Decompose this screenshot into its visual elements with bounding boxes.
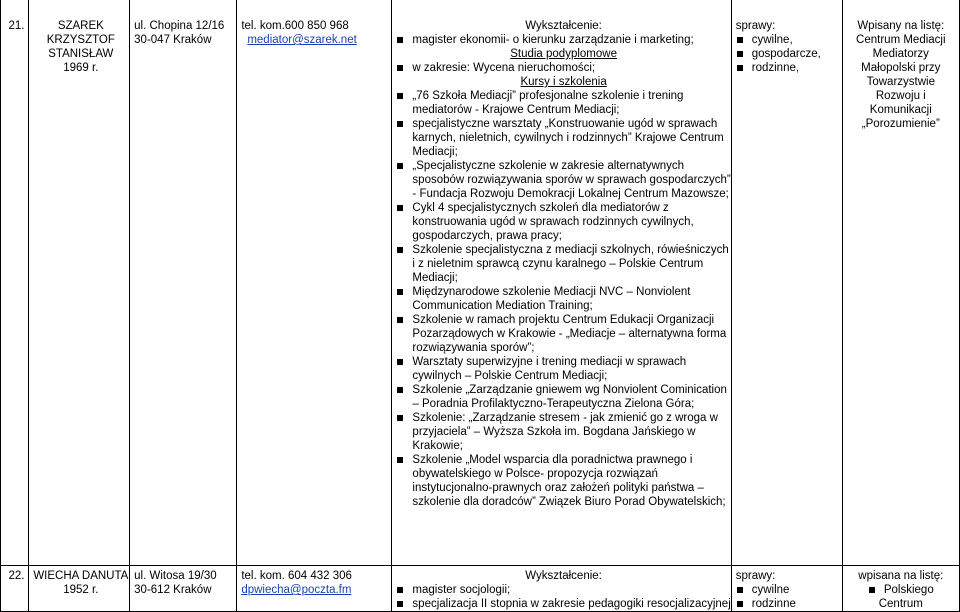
listing-heading: Wpisany na listę: bbox=[857, 20, 945, 32]
case-types-heading: sprawy: bbox=[735, 570, 776, 582]
case-type-item: rodzinne bbox=[736, 597, 842, 611]
entry-number: 21. bbox=[1, 0, 29, 566]
address-cell bbox=[130, 566, 237, 612]
course-item: Szkolenie „Zarządzanie gniewem wg Nonviolent Cominication – Poradnia Profilaktyczno-Terapeutyczna Zielona Góra; bbox=[396, 383, 730, 411]
qualifications-cell bbox=[392, 0, 731, 566]
mediator-name-cell bbox=[28, 0, 130, 566]
postal-address: 30-612 Kraków bbox=[134, 584, 212, 596]
postal-address: 30-047 Kraków bbox=[134, 34, 212, 46]
contact-cell bbox=[237, 0, 392, 566]
email-link[interactable]: mediator@szarek.net bbox=[247, 34, 357, 46]
listing-heading: wpisana na listę: bbox=[858, 570, 944, 582]
case-type-item: rodzinne, bbox=[736, 61, 842, 75]
education-item: magister ekonomii- o kierunku zarządzanie i marketing; bbox=[396, 33, 730, 47]
table-row bbox=[1, 566, 960, 612]
table-row bbox=[1, 0, 960, 566]
case-types-cell bbox=[731, 0, 842, 566]
listing-line: Komunikacji bbox=[869, 104, 932, 116]
course-item: Szkolenie „Model wsparcia dla poradnictwa prawnego i obywatelskiego w Polsce- propozycja rozwiązań instytucjonalno-prawnych oraz założeń polityki państwa – szkolenie dla doradców” Związek Biuro Porad Obywatelskich; bbox=[396, 453, 730, 509]
course-item: Szkolenie w ramach projektu Centrum Edukacji Organizacji Pozarządowych w Krakowie - „Mediacje – alternatywna forma rozwiązywania sporów”; bbox=[396, 313, 730, 355]
case-types-heading: sprawy: bbox=[735, 20, 776, 32]
course-item: Warsztaty superwizyjne i trening mediacji w sprawach cywilnych – Polskie Centrum Mediacji; bbox=[396, 355, 730, 383]
mediator-name-cell bbox=[28, 566, 130, 612]
course-item: Szkolenie: „Zarządzanie stresem - jak zmienić go z wroga w przyjaciela” – Wyższa Szkoła im. Bogdana Jańskiego w Krakowie; bbox=[396, 411, 730, 453]
course-item: „76 Szkoła Mediacji” profesjonalne szkolenie i trening mediatorów - Krajowe Centrum Mediacji; bbox=[396, 89, 730, 117]
street-address: ul. Witosa 19/30 bbox=[134, 570, 217, 582]
case-type-item: cywilne, bbox=[736, 33, 842, 47]
listing-line: Centrum Mediacji bbox=[856, 34, 946, 46]
course-item: Szkolenie specjalistyczna z mediacji szkolnych, rówieśniczych i z nieletnim sprawcą czynu karalnego – Polskie Centrum Mediacji; bbox=[396, 243, 730, 285]
street-address: ul. Chopina 12/16 bbox=[134, 20, 225, 32]
phone-number: tel. kom.600 850 968 bbox=[241, 20, 349, 32]
listing-line: Małopolski przy bbox=[861, 62, 941, 74]
education-item: specjalizacja II stopnia w zakresie pedagogiki resocjalizacyjnej bbox=[396, 597, 730, 611]
listing-line: Rozwoju i bbox=[875, 90, 926, 102]
listing-cell bbox=[842, 0, 959, 566]
listing-line: „Porozumienie” bbox=[861, 118, 940, 130]
education-item: magister socjologii; bbox=[396, 583, 730, 597]
course-item: Cykl 4 specjalistycznych szkoleń dla mediatorów z konstruowania ugód w sprawach rodzinnych cywilnych, gospodarczych, prawa pracy; bbox=[396, 201, 730, 243]
listing-line: Towarzystwie bbox=[866, 76, 935, 88]
education-item: w zakresie: Wycena nieruchomości; bbox=[396, 61, 730, 75]
course-item: specjalistyczne warsztaty „Konstruowanie ugód w sprawach karnych, nieletnich, cywilnych i rodzinnych” Krajowe Centrum Mediacji; bbox=[396, 117, 730, 159]
entry-number: 22. bbox=[1, 566, 29, 612]
listing-line: Polskiego bbox=[868, 583, 934, 597]
phone-number: tel. kom. 604 432 306 bbox=[241, 570, 352, 582]
address-cell bbox=[130, 0, 237, 566]
case-type-item: cywilne bbox=[736, 583, 842, 597]
courses-heading: Kursy i szkolenia bbox=[520, 76, 607, 88]
contact-cell bbox=[237, 566, 392, 612]
case-type-item: gospodarcze, bbox=[736, 47, 842, 61]
name-line: STANISŁAW bbox=[48, 48, 114, 60]
qualifications-cell bbox=[392, 566, 731, 612]
courses-list bbox=[396, 89, 730, 509]
birth-year: 1969 r. bbox=[63, 62, 99, 74]
name-line: WIECHA DANUTA bbox=[33, 570, 129, 582]
name-line: KRZYSZTOF bbox=[46, 34, 115, 46]
listing-line: Mediatorzy bbox=[872, 48, 929, 60]
listing-cell bbox=[842, 566, 959, 612]
name-line: SZAREK bbox=[57, 20, 104, 32]
course-item: „Specjalistyczne szkolenie w zakresie alternatywnych sposobów rozwiązywania sporów w sprawach gospodarczych” - Fundacja Rozwoju Demokracji Lokalnej Centrum Mazowsze; bbox=[396, 159, 730, 201]
case-types-cell bbox=[731, 566, 842, 612]
postgrad-heading: Studia podyplomowe bbox=[510, 48, 617, 60]
birth-year: 1952 r. bbox=[63, 584, 99, 596]
course-item: Międzynarodowe szkolenie Mediacji NVC – Nonviolent Communication Mediation Training; bbox=[396, 285, 730, 313]
education-heading: Wykształcenie: bbox=[525, 570, 602, 582]
education-heading: Wykształcenie: bbox=[525, 20, 602, 32]
email-link[interactable]: dpwiecha@poczta.fm bbox=[241, 584, 352, 596]
listing-line: Centrum bbox=[878, 598, 923, 610]
